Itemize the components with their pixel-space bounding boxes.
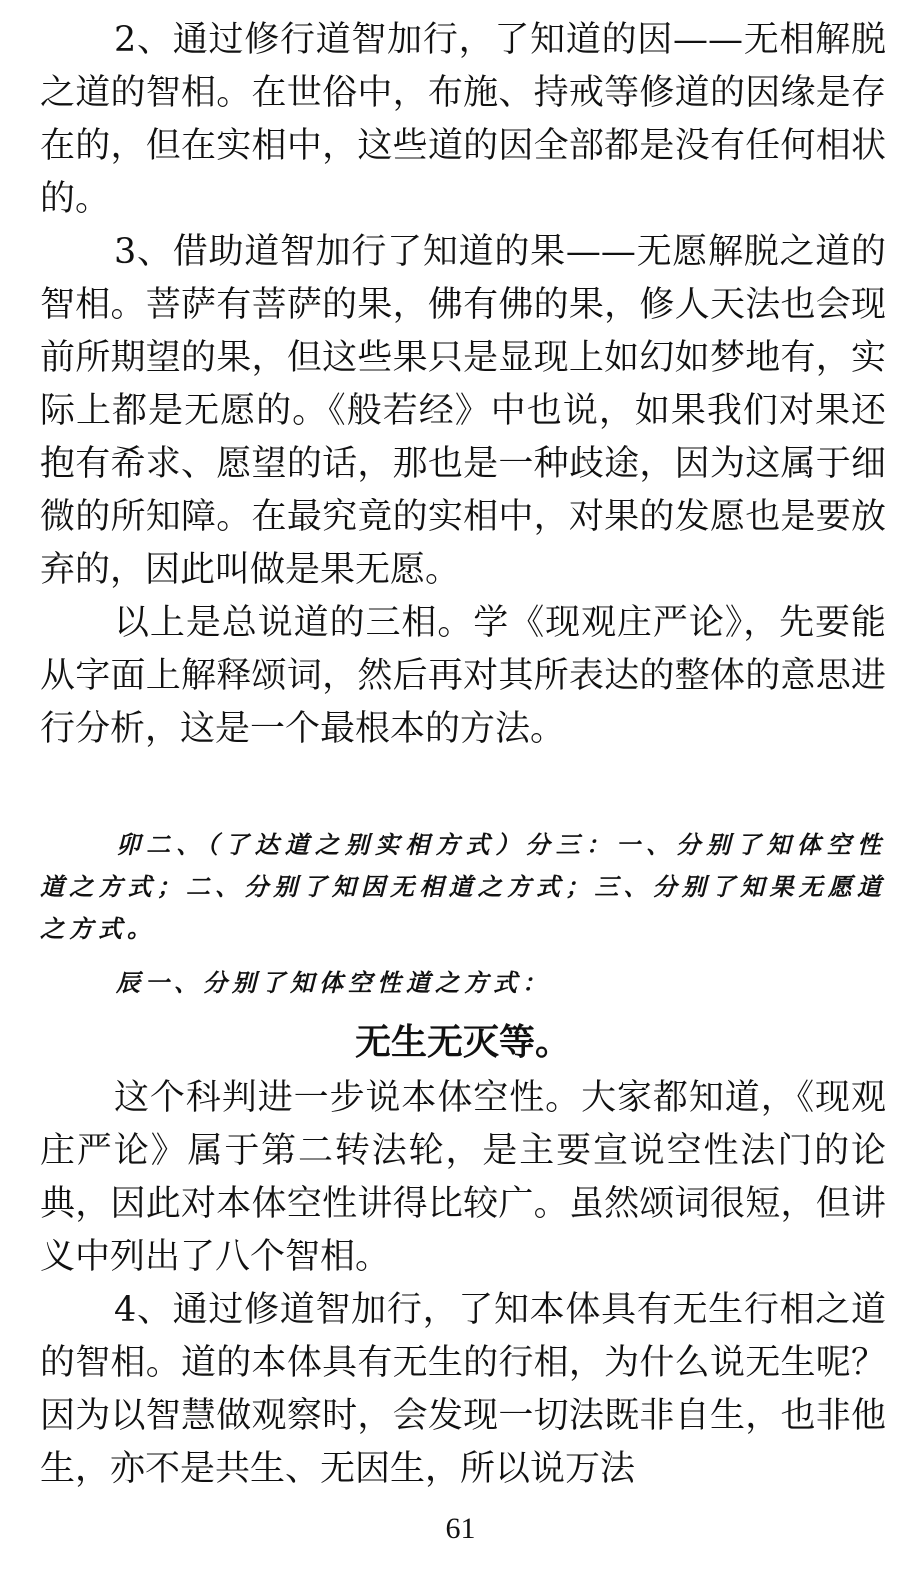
section-gap xyxy=(40,756,886,824)
paragraph-4: 这个科判进一步说本体空性。大家都知道，《现观庄严论》属于第二转法轮，是主要宣说空性法门的论典，因此对本体空性讲得比较广。虽然颂词很短，但讲义中列出了八个智相。 xyxy=(40,1078,886,1277)
outline-heading: 卯二、（了达道之别实相方式）分三：一、分别了知体空性道之方式；二、分别了知因无相道之方式；三、分别了知果无愿道之方式。 xyxy=(40,831,886,943)
outline-subheading: 辰一、分别了知体空性道之方式： xyxy=(116,969,551,997)
page-body xyxy=(40,14,886,1496)
paragraph-5: 4、通过修道智加行，了知本体具有无生行相之道的智相。道的本体具有无生的行相，为什么说无生呢？因为以智慧做观察时，会发现一切法既非自生，也非他生，亦不是共生、无因生，所以说万法 xyxy=(40,1290,886,1489)
paragraph-2: 3、借助道智加行了知道的果——无愿解脱之道的智相。菩萨有菩萨的果，佛有佛的果，修人天法也会现前所期望的果，但这些果只是显现上如幻如梦地有，实际上都是无愿的。《般若经》中也说，如果我们对果还抱有希求、愿望的话，那也是一种歧途，因为这属于细微的所知障。在最究竟的实相中，对果的发愿也是要放弃的，因此叫做是果无愿。 xyxy=(40,232,886,590)
paragraph-1: 2、通过修行道智加行，了知道的因——无相解脱之道的智相。在世俗中，布施、持戒等修道的因缘是存在的，但在实相中，这些道的因全部都是没有任何相状的。 xyxy=(40,20,886,219)
verse-text: 无生无灭等。 xyxy=(354,1022,571,1063)
page-number: 61 xyxy=(445,1512,476,1545)
paragraph-3: 以上是总说道的三相。学《现观庄严论》，先要能从字面上解释颂词，然后再对其所表达的整体的意思进行分析，这是一个最根本的方法。 xyxy=(40,603,886,749)
